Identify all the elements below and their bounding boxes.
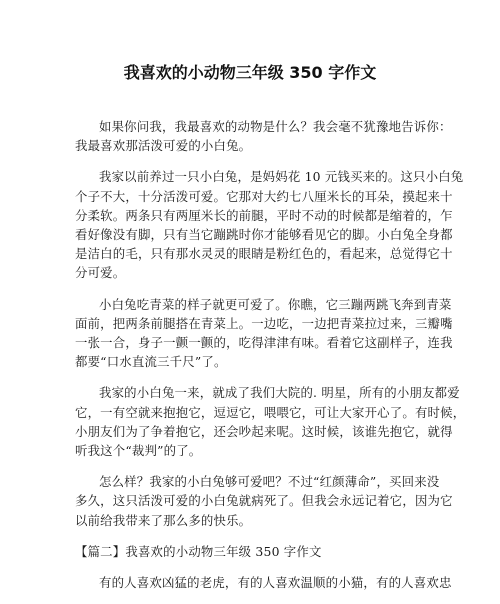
paragraph-line: 是洁白的毛，只有那水灵灵的眼睛是粉红色的，看起来，总觉得它十	[75, 246, 453, 262]
paragraph-line: 怎么样？我家的小白兔够可爱吧？不过“红颜薄命”，买回来没	[99, 474, 440, 490]
paragraph-3	[75, 295, 453, 372]
paragraph-line: 看好像没有脚，只有当它蹦跳时你才能够看见它的脚。小白兔全身都	[75, 227, 453, 243]
paragraph-line: 都要“口水直流三千尺”了。	[75, 354, 227, 370]
paragraph-line: 个子不大，十分活泼可爱。它那对大约七八厘米长的耳朵，摸起来十	[75, 188, 453, 204]
paragraph-line: 分柔软。两条只有两厘米长的前腿，平时不动的时候都是缩着的，乍	[75, 207, 453, 223]
section-heading-text: 【篇二】我喜欢的小动物三年级 350 字作文	[75, 543, 322, 559]
paragraph-line: 多久，这只活泼可爱的小白兔就病死了。但我会永远记着它，因为它	[75, 493, 453, 509]
paragraph-line: 有的人喜欢凶猛的老虎，有的人喜欢温顺的小猫，有的人喜欢忠	[99, 575, 452, 591]
paragraph-line: 我家以前养过一只小白兔，是妈妈花 10 元钱买来的。这只小白兔	[99, 169, 464, 185]
paragraph-line: 一张一合，身子一颤一颤的，吃得津津有味。看着它这副样子，连我	[75, 335, 453, 351]
paragraph-line: 分可爱。	[75, 265, 126, 281]
paragraph-5	[75, 472, 453, 530]
paragraph-line: 面前，把两条前腿搭在青菜上。一边吃，一边把青菜拉过来，三瓣嘴	[75, 315, 453, 331]
paragraph-1	[75, 117, 452, 155]
paragraph-line: 它，一有空就来抱抱它，逗逗它，喂喂它，可让大家开心了。有时候，	[75, 404, 466, 420]
paragraph-2	[75, 167, 464, 282]
article-body	[75, 117, 466, 604]
paragraph-line: 以前给我带来了那么多的快乐。	[75, 512, 252, 528]
paragraph-line: 我最喜欢那活泼可爱的小白兔。	[75, 138, 252, 154]
paragraph-line: 听我这个“裁判”的了。	[75, 443, 202, 459]
paragraph-6	[75, 573, 452, 592]
paragraph-4	[75, 383, 466, 460]
paragraph-line: 小白兔吃青菜的样子就更可爱了。你瞧，它三蹦两跳飞奔到青菜	[99, 296, 452, 312]
paragraph-line: 如果你问我，我最喜欢的动物是什么？我会毫不犹豫地告诉你：	[99, 119, 452, 134]
section-heading	[75, 542, 425, 561]
page-title: 我喜欢的小动物三年级 350 字作文	[123, 63, 377, 82]
paragraph-line: 我家的小白兔一来，就成了我们大院的. 明星，所有的小朋友都爱	[99, 385, 460, 401]
paragraph-line: 小朋友们为了争着抱它，还会吵起来呢。这时候，该谁先抱它，就得	[75, 423, 453, 439]
